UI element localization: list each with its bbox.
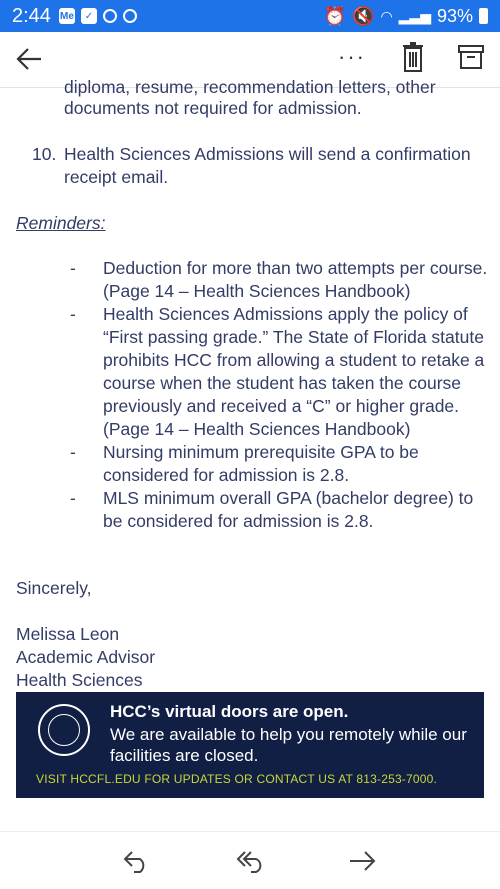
reply-icon[interactable] bbox=[122, 848, 152, 874]
bullet-text: Nursing minimum prerequisite GPA to be considered for admission is 2.8. bbox=[103, 442, 419, 485]
status-bar bbox=[0, 0, 500, 32]
sync-icon bbox=[103, 9, 117, 23]
more-options-button[interactable]: ··· bbox=[338, 44, 366, 69]
signature-dept: Health Sciences bbox=[16, 670, 143, 690]
bullet-dash: - bbox=[70, 488, 76, 508]
messenger-circle-icon bbox=[123, 9, 137, 23]
banner-footer: VISIT HCCFL.EDU FOR UPDATES OR CONTACT US AT 813-253-7000. bbox=[36, 772, 438, 786]
delete-icon[interactable] bbox=[402, 42, 424, 72]
status-right bbox=[324, 6, 488, 27]
battery-percent: 93% bbox=[436, 5, 473, 26]
reply-all-icon[interactable] bbox=[236, 848, 266, 874]
signature-name: Melissa Leon bbox=[16, 624, 120, 644]
reminders-heading: Reminders: bbox=[16, 213, 106, 233]
check-icon: ✓ bbox=[81, 8, 97, 24]
list-item bbox=[70, 487, 490, 533]
list-number: 10. bbox=[32, 144, 57, 164]
battery-icon bbox=[479, 8, 488, 24]
wifi-icon: ◠ bbox=[380, 7, 393, 24]
bullet-text: Deduction for more than two attempts per course. (Page 14 – Health Sciences Handbook) bbox=[103, 258, 488, 301]
signal-icon: ▂▃▅ bbox=[398, 7, 431, 24]
bullet-dash: - bbox=[70, 442, 76, 462]
email-body bbox=[0, 77, 500, 831]
messenger-icon: Me bbox=[59, 8, 75, 24]
bullet-text: MLS minimum overall GPA (bachelor degree) to be considered for admission is 2.8. bbox=[103, 488, 474, 531]
bullet-dash: - bbox=[70, 258, 76, 278]
list-item bbox=[70, 257, 490, 303]
forward-icon[interactable] bbox=[348, 848, 378, 874]
archive-icon[interactable] bbox=[458, 44, 484, 70]
reminders-list bbox=[70, 257, 490, 533]
hcc-seal-icon bbox=[38, 704, 90, 756]
mute-icon: 🔇 bbox=[352, 5, 375, 26]
list-item bbox=[70, 441, 490, 487]
list-item bbox=[70, 303, 490, 441]
signoff: Sincerely, bbox=[16, 578, 92, 598]
bottom-action-bar bbox=[0, 831, 500, 889]
banner-body: We are available to help you remotely while our facilities are closed. bbox=[110, 725, 467, 765]
alarm-icon: ⏰ bbox=[323, 5, 347, 26]
list-item-text: Health Sciences Admissions will send a confirmation receipt email. bbox=[64, 144, 471, 187]
hcc-banner[interactable] bbox=[16, 692, 484, 798]
signature-title: Academic Advisor bbox=[16, 647, 156, 667]
clipped-line: diploma, resume, recommendation letters, other bbox=[64, 77, 436, 97]
documents-line: documents not required for admission. bbox=[64, 98, 362, 118]
signature-block bbox=[16, 623, 155, 692]
banner-headline: HCC’s virtual doors are open. bbox=[110, 702, 349, 721]
bullet-text: Health Sciences Admissions apply the policy of “First passing grade.” The State of Florida statute prohibits HCC from allowing a student to retake a course when the student has taken the course previously and received a “C” or higher grade. (Page 14 – Health Sciences Handbook) bbox=[103, 304, 485, 439]
bullet-dash: - bbox=[70, 304, 76, 324]
status-time: 2:44 bbox=[12, 4, 51, 27]
back-arrow-icon[interactable] bbox=[14, 44, 44, 74]
